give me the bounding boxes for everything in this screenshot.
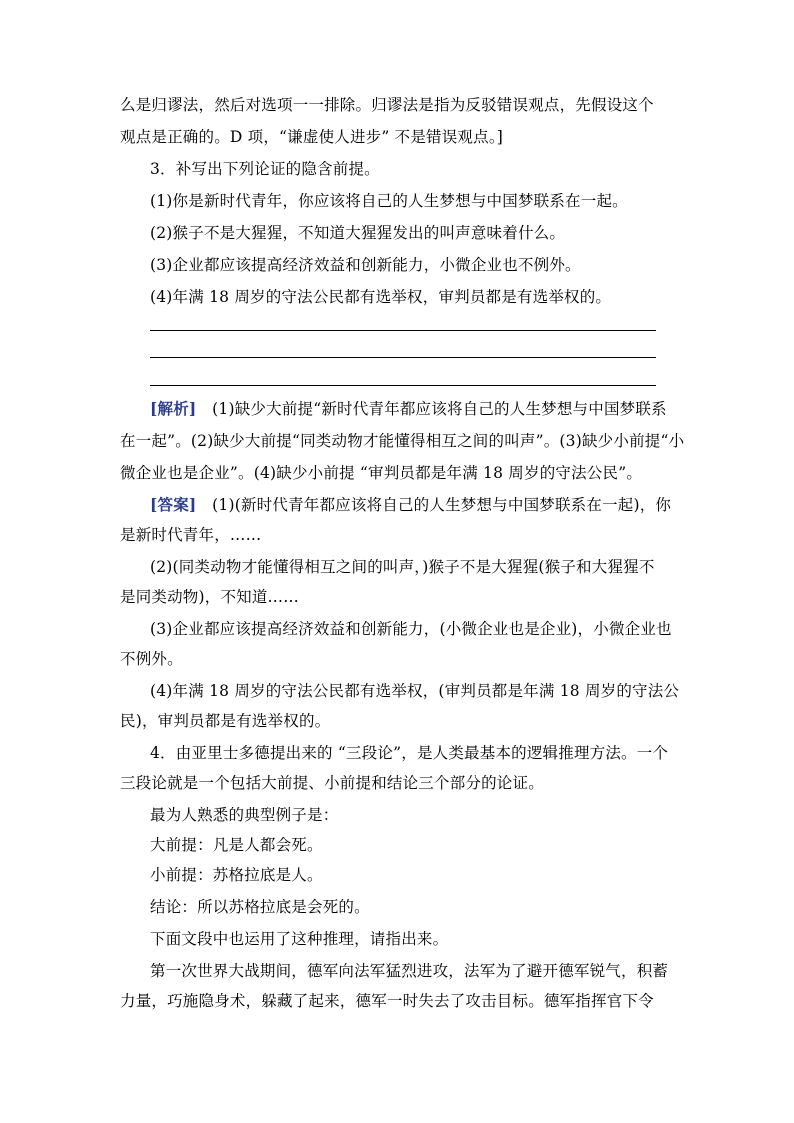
paragraph-line: 最为人熟悉的典型例子是：	[150, 806, 339, 824]
question-3-item-4: (4)年满 18 周岁的守法公民都有选举权，审判员都是有选举权的。	[150, 288, 612, 306]
question-3-item-3: (3)企业都应该提高经济效益和创新能力，小微企业也不例外。	[150, 256, 581, 274]
question-4-heading: 4．由亚里士多德提出来的 “三段论”，是人类最基本的逻辑推理方法。一个	[150, 744, 669, 762]
paragraph-line: 下面文段中也运用了这种推理，请指出来。	[150, 930, 449, 948]
answer-line: (4)年满 18 周岁的守法公民都有选举权，(审判员都是年满 18 周岁的守法公	[150, 682, 680, 700]
question-3-heading: 3．补写出下列论证的隐含前提。	[150, 160, 380, 178]
paragraph-line: 观点是正确的。D 项，“谦虚使人进步” 不是错误观点。]	[120, 128, 504, 146]
paragraph-line: 三段论就是一个包括大前提、小前提和结论三个部分的论证。	[120, 774, 544, 792]
analysis-line	[150, 398, 710, 420]
paragraph-line: 大前提：凡是人都会死。	[150, 836, 323, 854]
paragraph-line: 小前提：苏格拉底是人。	[150, 866, 323, 884]
answer-blank-line	[150, 385, 656, 386]
answer-line: 是新时代青年，……	[120, 526, 262, 544]
answer-text: (1)(新时代青年都应该将自己的人生梦想与中国梦联系在一起)，你	[196, 496, 672, 514]
analysis-line: 微企业也是企业”。(4)缺少小前提 “审判员都是年满 18 周岁的守法公民”。	[120, 464, 643, 482]
answer-line: 不例外。	[120, 650, 183, 668]
answer-blank-line	[150, 330, 656, 331]
question-3-item-2: (2)猴子不是大猩猩，不知道大猩猩发出的叫声意味着什么。	[150, 224, 566, 242]
answer-blank-line	[150, 357, 656, 358]
analysis-text: (1)缺少大前提“新时代青年都应该将自己的人生梦想与中国梦联系	[196, 400, 667, 418]
answer-line: 民)，审判员都是有选举权的。	[120, 712, 331, 730]
analysis-tag: [解析]	[150, 399, 197, 418]
paragraph-line: 第一次世界大战期间，德军向法军猛烈进攻，法军为了避开德军锐气，积蓄	[150, 962, 669, 980]
answer-line: 是同类动物)，不知道……	[120, 588, 299, 606]
paragraph-line: 结论：所以苏格拉底是会死的。	[150, 898, 370, 916]
paragraph-line: 力量，巧施隐身术，躲藏了起来，德军一时失去了攻击目标。德军指挥官下令	[120, 992, 654, 1010]
question-3-item-1: (1)你是新时代青年，你应该将自己的人生梦想与中国梦联系在一起。	[150, 192, 628, 210]
answer-line: (2)(同类动物才能懂得相互之间的叫声，)猴子不是大猩猩(猴子和大猩猩不	[150, 558, 655, 576]
answer-tag: [答案]	[150, 495, 197, 514]
paragraph-line: 么是归谬法，然后对选项一一排除。归谬法是指为反驳错误观点，先假设这个	[120, 96, 654, 114]
answer-line: (3)企业都应该提高经济效益和创新能力，(小微企业也是企业)，小微企业也	[150, 620, 672, 638]
answer-line	[150, 494, 710, 516]
analysis-line: 在一起”。(2)缺少大前提“同类动物才能懂得相互之间的叫声”。(3)缺少小前提“小	[120, 432, 685, 450]
